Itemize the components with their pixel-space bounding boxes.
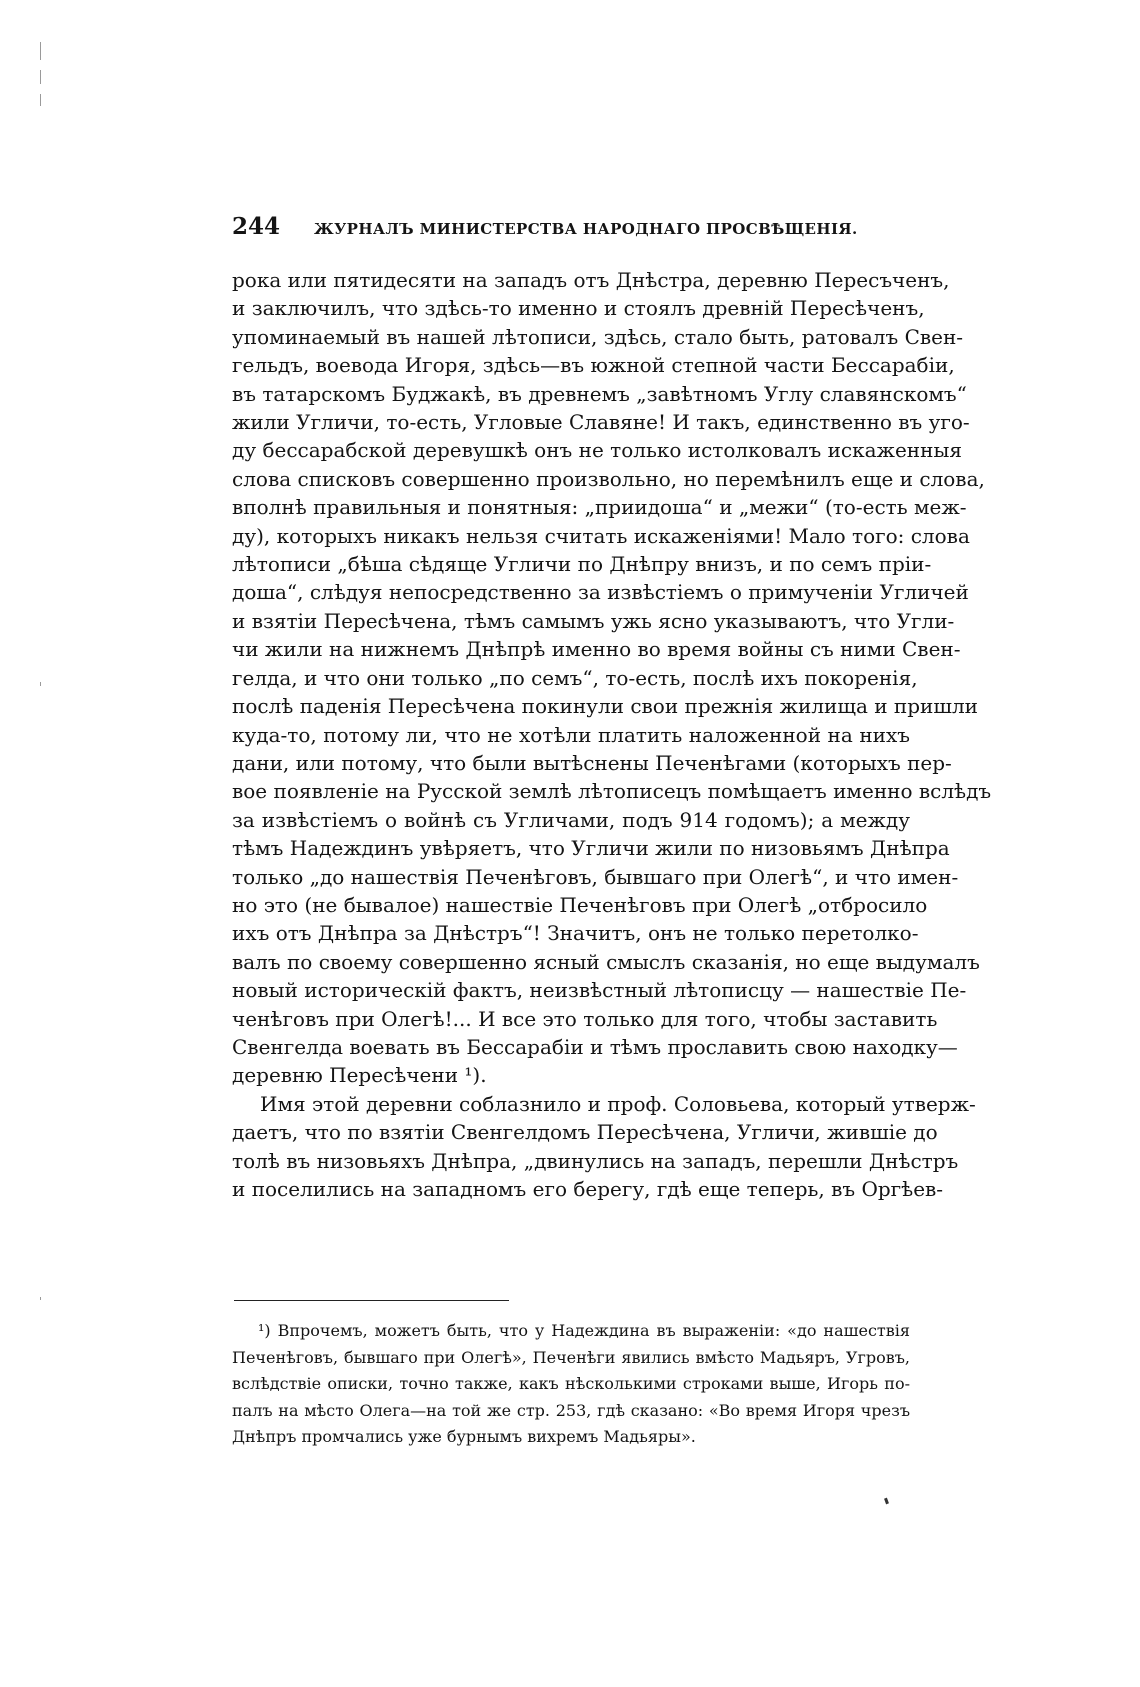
text-line: лѣтописи „бѣша сѣдяще Угличи по Днѣпру внизъ, и по семъ пріи- bbox=[232, 552, 932, 577]
text-line: жили Угличи, то-есть, Угловые Славяне! И такъ, единственно въ уго- bbox=[232, 410, 970, 435]
text-line: послѣ паденія Пересѣчена покинули свои прежнія жилища и пришли bbox=[232, 694, 979, 719]
text-line: вполнѣ правильныя и понятныя: „приидоша“ и „межи“ (то-есть меж- bbox=[232, 495, 967, 520]
page-number: 244 bbox=[232, 213, 281, 240]
footnote-separator bbox=[234, 1300, 509, 1301]
text-line: Свенгелда воевать въ Бессарабіи и тѣмъ прославить свою находку— bbox=[232, 1034, 958, 1059]
text-line: ченѣговъ при Олегѣ!... И все это только для того, чтобы заставить bbox=[232, 1006, 938, 1031]
text-line: ду), которыхъ никакъ нельзя считать искаженіями! Мало того: слова bbox=[232, 523, 970, 548]
text-line: дани, или потому, что были вытѣснены Печенѣгами (которыхъ пер- bbox=[232, 750, 952, 775]
footnote-line: ¹) Впрочемъ, можетъ быть, что у Надеждина въ выраженіи: «до нашествія bbox=[258, 1321, 910, 1340]
text-line: гелда, и что они только „по семъ“, то-есть, послѣ ихъ покоренія, bbox=[232, 665, 918, 690]
text-line: доша“, слѣдуя непосредственно за извѣстіемъ о примученіи Угличей bbox=[232, 580, 969, 605]
text-line: но это (не бывалое) нашествіе Печенѣговъ при Олегѣ „отбросило bbox=[232, 892, 928, 917]
footnote-line: Печенѣговъ, бывшаго при Олегѣ», Печенѣги явились вмѣсто Мадьяръ, Угровъ, bbox=[232, 1347, 910, 1367]
text-line: валъ по своему совершенно ясный смыслъ сказанія, но еще выдумалъ bbox=[232, 949, 980, 974]
text-line: куда-то, потому ли, что не хотѣли платить наложенной на нихъ bbox=[232, 722, 910, 747]
text-line: тѣмъ Надеждинъ увѣряетъ, что Угличи жили по низовьямъ Днѣпра bbox=[232, 836, 950, 861]
text-line: въ татарскомъ Буджакѣ, въ древнемъ „завѣтномъ Углу славянскомъ“ bbox=[232, 381, 967, 406]
text-line: новый историческій фактъ, неизвѣстный лѣтописцу — нашествіе Пе- bbox=[232, 978, 967, 1003]
text-line: даетъ, что по взятіи Свенгелдомъ Пересѣчена, Угличи, жившіе до bbox=[232, 1120, 938, 1145]
text-line: рока или пятидесяти на западъ отъ Днѣстра, деревню Пересъченъ, bbox=[232, 268, 950, 292]
paragraph-start-line: Имя этой деревни соблазнило и проф. Соловьева, который утверж- bbox=[260, 1091, 976, 1116]
scan-speck bbox=[884, 1498, 889, 1505]
footnote-line: палъ на мѣсто Олега—на той же стр. 253, гдѣ сказано: «Во время Игоря чрезъ bbox=[232, 1400, 910, 1420]
main-text bbox=[232, 266, 992, 1203]
text-line: гельдъ, воевода Игоря, здѣсь—въ южной степной части Бессарабіи, bbox=[232, 353, 955, 378]
page-header bbox=[232, 213, 910, 245]
footnote bbox=[232, 1318, 910, 1451]
footnote-line: вслѣдствіе описки, точно также, какъ нѣсколькими строками выше, Игорь по- bbox=[232, 1374, 910, 1393]
text-line: и заключилъ, что здѣсь-то именно и стоялъ древній Пересѣченъ, bbox=[232, 296, 925, 321]
running-title: ЖУРНАЛЪ МИНИСТЕРСТВА НАРОДНАГО ПРОСВѢЩЕНІЯ. bbox=[314, 220, 858, 238]
text-line: упоминаемый въ нашей лѣтописи, здѣсь, стало быть, ратовалъ Свен- bbox=[232, 324, 964, 349]
scan-margin-marks bbox=[38, 42, 44, 1342]
text-line: только „до нашествія Печенѣговъ, бывшаго при Олегѣ“, и что имен- bbox=[232, 864, 959, 889]
text-line: и взятіи Пересѣчена, тѣмъ самымъ ужь ясно указываютъ, что Угли- bbox=[232, 608, 955, 633]
text-line: чи жили на нижнемъ Днѣпрѣ именно во время войны съ ними Свен- bbox=[232, 637, 961, 662]
footnote-line: Днѣпръ промчались уже бурнымъ вихремъ Мадьяры». bbox=[232, 1427, 696, 1446]
text-line: слова списковъ совершенно произвольно, но перемѣнилъ еще и слова, bbox=[232, 466, 985, 491]
text-line: ихъ отъ Днѣпра за Днѣстръ“! Значитъ, онъ не только перетолко- bbox=[232, 921, 919, 946]
text-line: за извѣстіемъ о войнѣ съ Угличами, подъ 914 годомъ); а между bbox=[232, 807, 910, 832]
text-line: вое появленіе на Русской землѣ лѣтописецъ помѣщаетъ именно вслѣдъ bbox=[232, 779, 992, 804]
text-line: и поселились на западномъ его берегу, гдѣ еще теперь, въ Оргѣев- bbox=[232, 1177, 944, 1201]
text-line: ду бессарабской деревушкѣ онъ не только истолковалъ искаженныя bbox=[232, 438, 962, 463]
text-line: толѣ въ низовьяхъ Днѣпра, „двинулись на западъ, перешли Днѣстръ bbox=[232, 1148, 959, 1173]
paragraph-end-line: деревню Пересѣчени ¹). bbox=[232, 1063, 487, 1088]
